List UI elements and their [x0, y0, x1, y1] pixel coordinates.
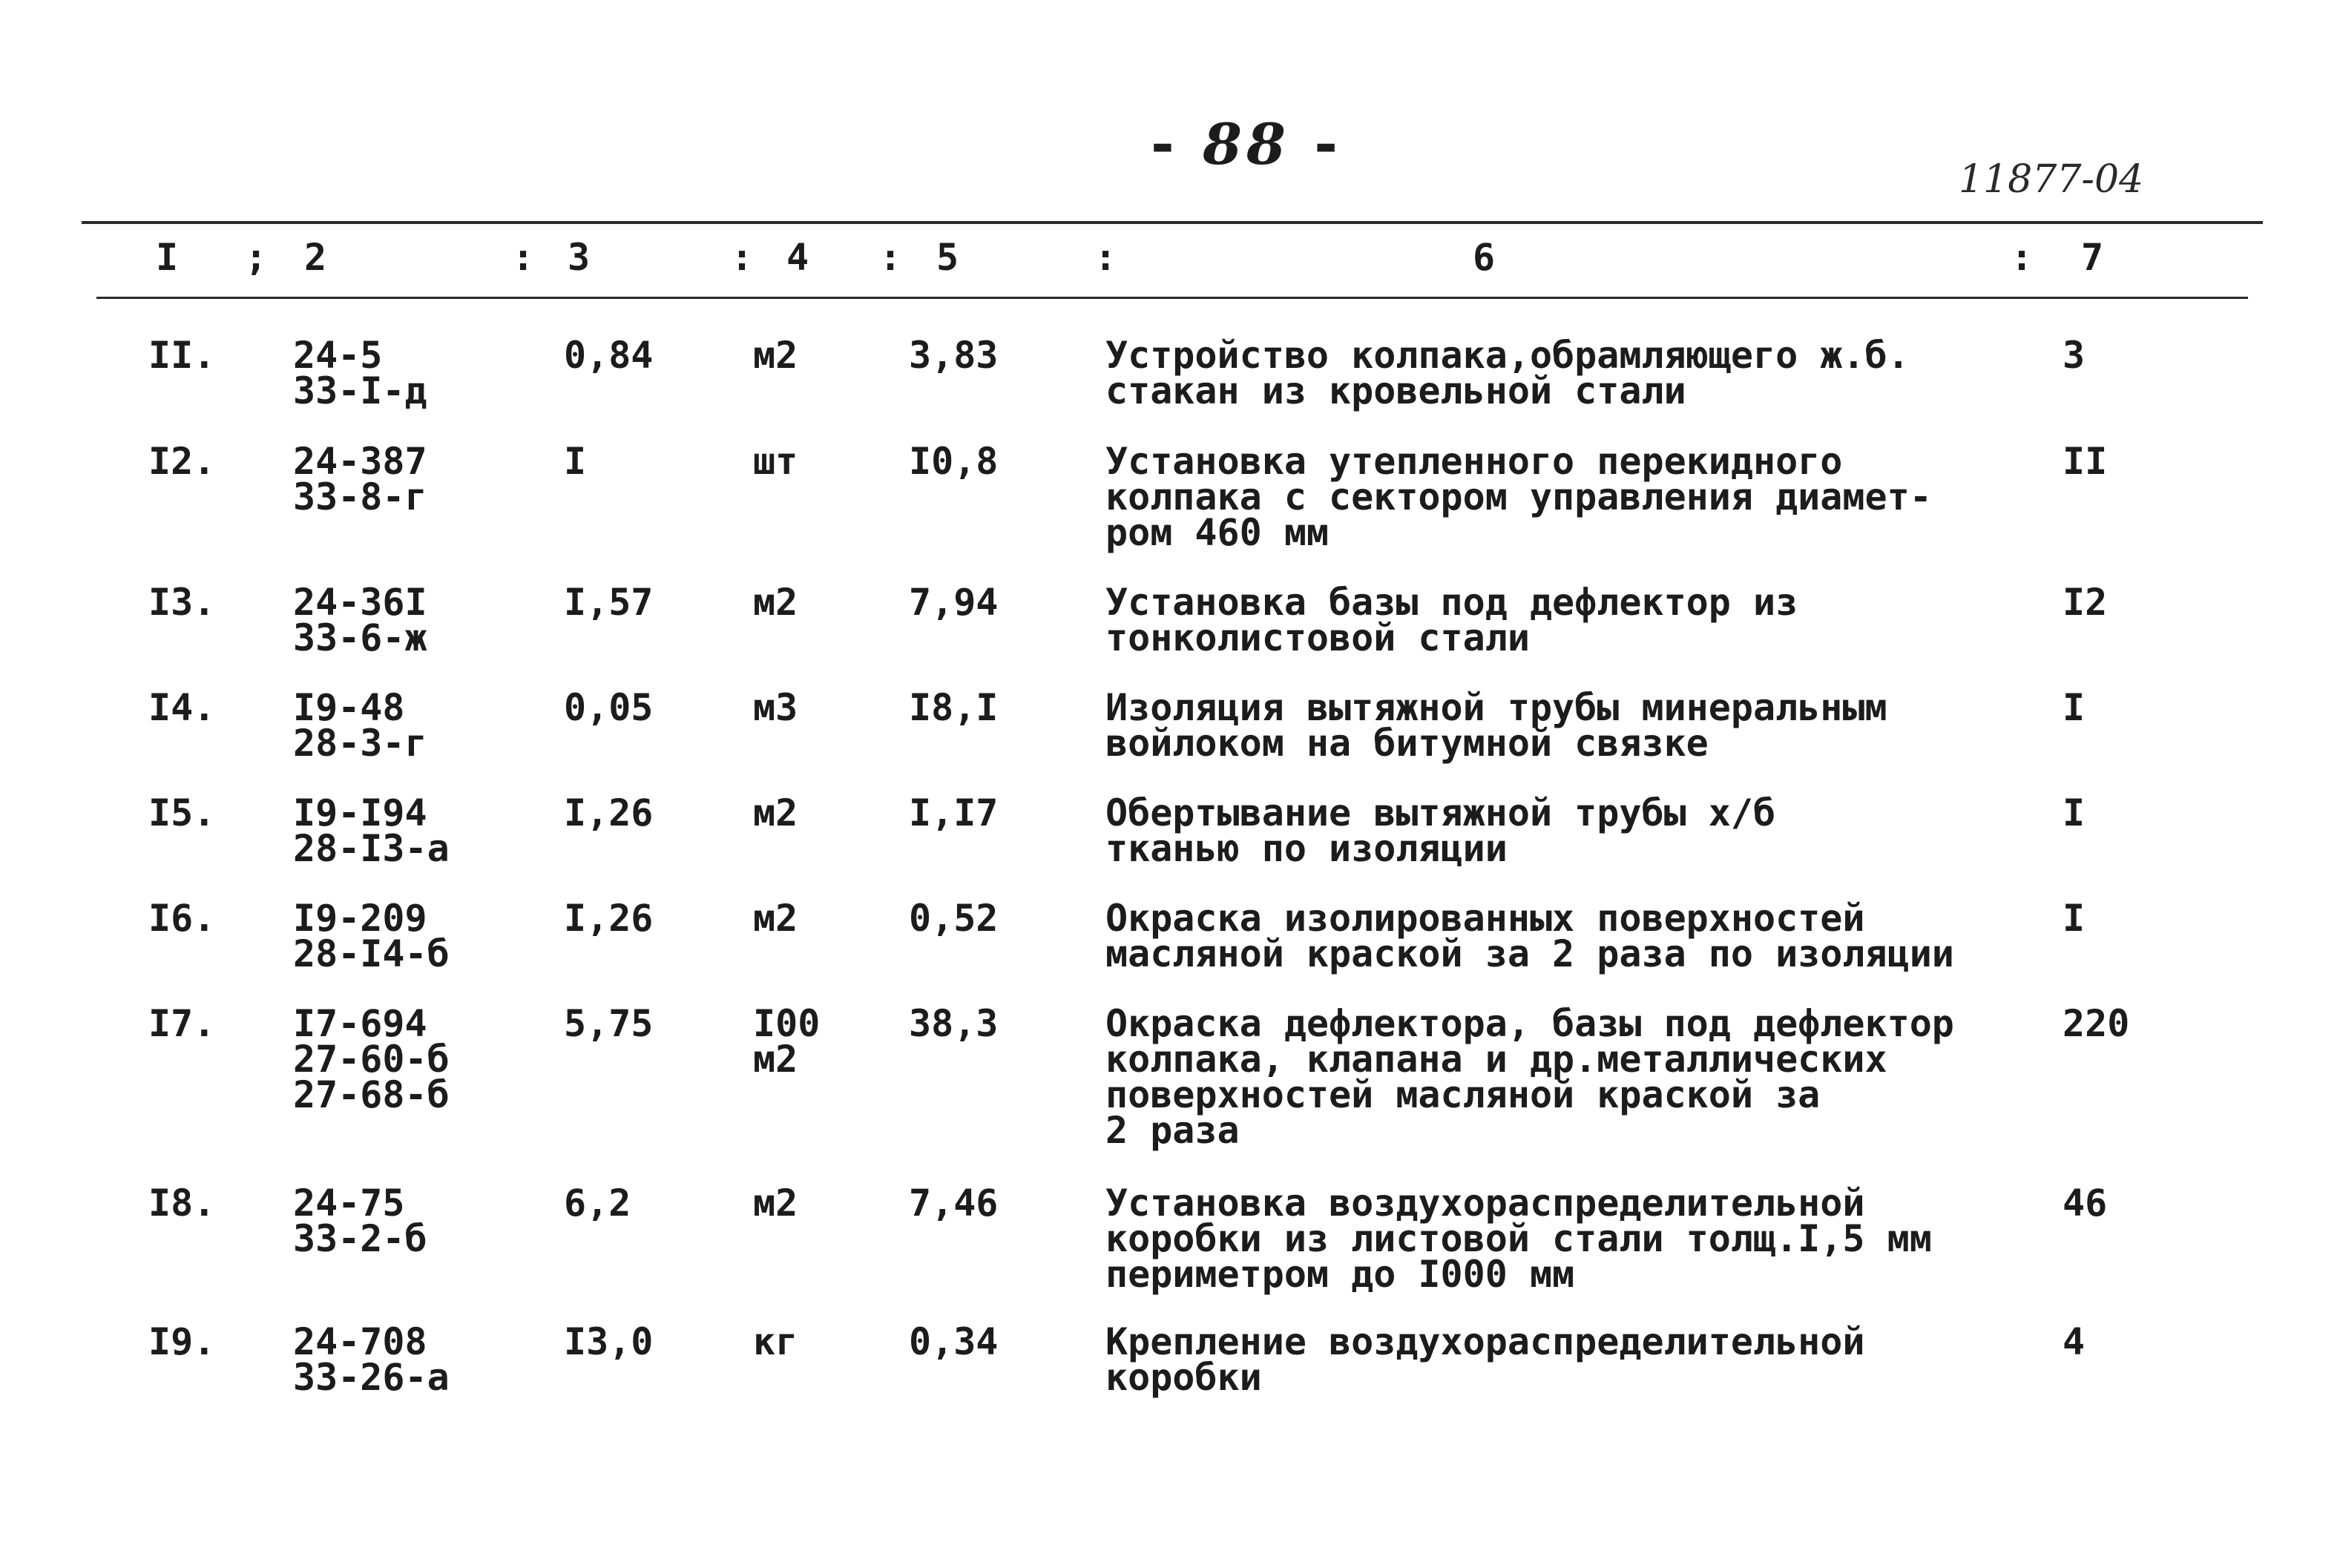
row-unit-line: м2: [753, 791, 798, 834]
row-quantity: 5,75: [564, 1002, 654, 1045]
row-price: 0,34: [909, 1320, 999, 1363]
row-codes-line: 28-3-г: [293, 722, 427, 765]
row-description-line: Установка утепленного перекидного: [1105, 440, 1843, 483]
row-codes: [293, 791, 450, 870]
row-description-line: коробки из листовой стали толщ.I,5 мм: [1105, 1217, 1932, 1260]
header-col7: 7: [2081, 236, 2104, 279]
row-description-line: коробки: [1105, 1356, 1262, 1399]
row-codes-line: 33-I-д: [293, 369, 427, 412]
row-unit: [753, 791, 798, 834]
row-unit: [753, 897, 798, 940]
row-price: 7,94: [909, 581, 999, 624]
row-codes-line: 24-387: [293, 440, 427, 483]
row-total: 220: [2063, 1002, 2130, 1045]
table-top-rule: [82, 221, 2263, 224]
row-description: [1105, 897, 1996, 975]
row-description-line: тонколистовой стали: [1105, 616, 1530, 659]
row-codes-line: 27-60-б: [293, 1038, 450, 1081]
row-description-line: Окраска изолированных поверхностей: [1105, 897, 1865, 940]
row-description: [1105, 1320, 1996, 1399]
row-codes-line: 24-75: [293, 1182, 405, 1225]
row-description-line: Обертывание вытяжной трубы х/б: [1105, 791, 1776, 834]
row-number: I2.: [148, 440, 216, 483]
row-description-line: Крепление воздухораспределительной: [1105, 1320, 1865, 1363]
row-description-line: масляной краской за 2 раза по изоляции: [1105, 932, 1954, 975]
row-unit-line: м2: [753, 1038, 798, 1081]
row-codes-line: 33-26-а: [293, 1356, 450, 1399]
row-price: I,I7: [909, 791, 999, 834]
row-codes-line: 33-6-ж: [293, 616, 427, 659]
row-description-line: ром 460 мм: [1105, 511, 1330, 554]
row-description: [1105, 1182, 1996, 1296]
row-unit: [753, 1002, 821, 1081]
row-codes-line: 28-I3-а: [293, 827, 450, 870]
row-number: I9.: [148, 1320, 216, 1363]
row-unit: [753, 334, 798, 377]
header-col6: 6: [1473, 236, 1496, 279]
row-unit-line: м2: [753, 897, 798, 940]
page-number-dash-left: -: [1151, 111, 1203, 177]
row-description-line: периметром до I000 мм: [1105, 1253, 1575, 1296]
row-unit-line: м2: [753, 334, 798, 377]
header-col5: 5: [936, 236, 959, 279]
row-quantity: I3,0: [564, 1320, 654, 1363]
row-number: II.: [148, 334, 216, 377]
document-code: 11877-04: [1959, 157, 2144, 202]
row-price: 0,52: [909, 897, 999, 940]
row-codes-line: I9-209: [293, 897, 427, 940]
row-description-line: войлоком на битумной связке: [1105, 722, 1709, 765]
page-number-value: 88: [1203, 111, 1290, 177]
header-sep-5: :: [1094, 236, 1117, 279]
row-codes-line: 24-708: [293, 1320, 427, 1363]
row-description: [1105, 581, 1996, 659]
row-number: I7.: [148, 1002, 216, 1045]
row-description-line: колпака, клапана и др.металлических: [1105, 1038, 1887, 1081]
header-col3: 3: [568, 236, 591, 279]
page-number: [1098, 111, 1395, 177]
row-description-line: Устройство колпака,обрамляющего ж.б.: [1105, 334, 1910, 377]
row-total: 46: [2063, 1182, 2108, 1225]
row-quantity: I,26: [564, 897, 654, 940]
header-sep-3: :: [731, 236, 754, 279]
row-description-line: стакан из кровельной стали: [1105, 369, 1686, 412]
page-number-dash-right: -: [1289, 111, 1342, 177]
row-total: II: [2063, 440, 2108, 483]
row-unit-line: м3: [753, 686, 798, 729]
header-sep-4: :: [879, 236, 902, 279]
row-description: [1105, 686, 1996, 765]
row-quantity: I,57: [564, 581, 654, 624]
row-unit-line: кг: [753, 1320, 798, 1363]
row-price: 7,46: [909, 1182, 999, 1225]
row-description: [1105, 1002, 1996, 1152]
row-description-line: Установка воздухораспределительной: [1105, 1182, 1865, 1225]
row-quantity: 0,84: [564, 334, 654, 377]
row-price: I8,I: [909, 686, 999, 729]
header-col2: 2: [304, 236, 327, 279]
row-total: 3: [2063, 334, 2086, 377]
row-total: I: [2063, 791, 2086, 834]
header-sep-2: :: [512, 236, 535, 279]
table-header-rule: [96, 297, 2248, 299]
row-unit: [753, 1320, 798, 1363]
row-quantity: I,26: [564, 791, 654, 834]
row-codes-line: I9-48: [293, 686, 405, 729]
table-header: [0, 236, 2340, 288]
row-codes: [293, 581, 427, 659]
header-sep-6: :: [2011, 236, 2034, 279]
row-unit: [753, 581, 798, 624]
row-unit: [753, 1182, 798, 1225]
row-codes: [293, 897, 450, 975]
row-quantity: 0,05: [564, 686, 654, 729]
row-description-line: 2 раза: [1105, 1109, 1240, 1152]
row-codes-line: 33-8-г: [293, 475, 427, 518]
row-codes-line: I7-694: [293, 1002, 427, 1045]
row-total: I: [2063, 897, 2086, 940]
row-description-line: тканью по изоляции: [1105, 827, 1508, 870]
header-sep-1: ;: [245, 236, 268, 279]
row-description: [1105, 791, 1996, 870]
row-codes-line: 24-36I: [293, 581, 427, 624]
row-codes-line: 28-I4-б: [293, 932, 450, 975]
row-total: I2: [2063, 581, 2108, 624]
row-codes: [293, 1002, 450, 1116]
row-description-line: Окраска дефлектора, базы под дефлектор: [1105, 1002, 1954, 1045]
row-total: 4: [2063, 1320, 2086, 1363]
row-codes: [293, 686, 427, 765]
row-description-line: Изоляция вытяжной трубы минеральным: [1105, 686, 1887, 729]
row-total: I: [2063, 686, 2086, 729]
row-unit: [753, 686, 798, 729]
row-number: I8.: [148, 1182, 216, 1225]
row-codes-line: I9-I94: [293, 791, 427, 834]
header-col1: I: [156, 236, 179, 279]
row-price: 38,3: [909, 1002, 999, 1045]
row-number: I3.: [148, 581, 216, 624]
row-price: 3,83: [909, 334, 999, 377]
row-description-line: поверхностей масляной краской за: [1105, 1073, 1821, 1116]
row-description-line: колпака с сектором управления диамет-: [1105, 475, 1932, 518]
row-number: I4.: [148, 686, 216, 729]
header-col4: 4: [786, 236, 809, 279]
row-number: I5.: [148, 791, 216, 834]
row-codes-line: 33-2-б: [293, 1217, 427, 1260]
row-description: [1105, 334, 1996, 412]
row-quantity: 6,2: [564, 1182, 631, 1225]
row-codes: [293, 334, 427, 412]
row-unit-line: шт: [753, 440, 798, 483]
row-unit: [753, 440, 798, 483]
row-codes: [293, 440, 427, 518]
row-price: I0,8: [909, 440, 999, 483]
row-unit-line: м2: [753, 1182, 798, 1225]
row-description: [1105, 440, 1996, 554]
row-codes: [293, 1182, 427, 1260]
row-number: I6.: [148, 897, 216, 940]
row-codes-line: 24-5: [293, 334, 383, 377]
row-quantity: I: [564, 440, 587, 483]
row-description-line: Установка базы под дефлектор из: [1105, 581, 1798, 624]
row-codes-line: 27-68-б: [293, 1073, 450, 1116]
row-codes: [293, 1320, 450, 1399]
row-unit-line: м2: [753, 581, 798, 624]
row-unit-line: I00: [753, 1002, 821, 1045]
